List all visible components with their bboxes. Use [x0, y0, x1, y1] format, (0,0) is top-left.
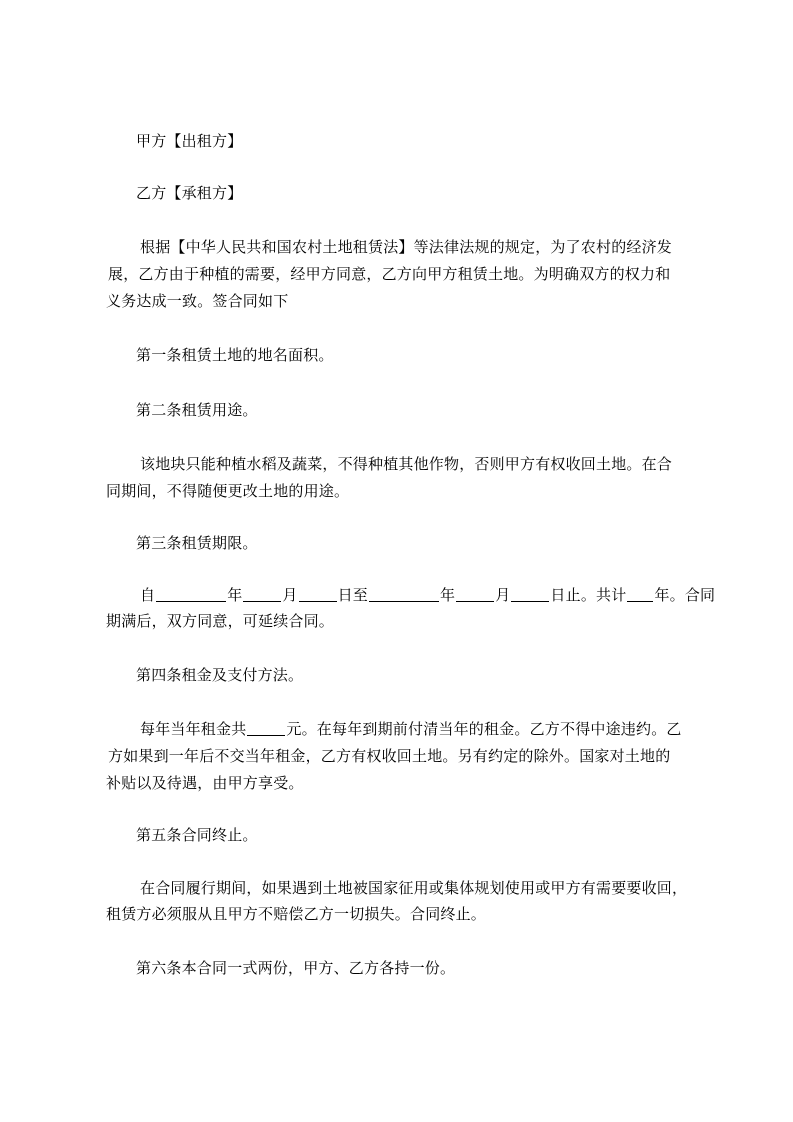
- article-3-text-month-2: 月: [495, 586, 511, 604]
- article-3-text-from: 自: [140, 586, 156, 604]
- rent-amount-blank: [247, 719, 285, 736]
- article-1-title: 第一条租赁土地的地名面积。: [136, 346, 334, 364]
- article-6-title: 第六条本合同一式两份，甲方、乙方各持一份。: [136, 959, 456, 977]
- article-3-text-month: 月: [282, 586, 298, 604]
- start-year-blank: [156, 585, 226, 602]
- article-3-text-years-contract: 年。合同: [654, 586, 716, 604]
- intro-line-1: 根据【中华人民共和国农村土地租赁法】等法律法规的规定，为了农村的经济发: [140, 238, 673, 256]
- article-2-line-1: 该地块只能种植水稻及蔬菜，不得种植其他作物，否则甲方有权收回土地。在合: [140, 455, 673, 473]
- party-a: 甲方【出租方】: [136, 132, 243, 150]
- article-3-text-to: 日至: [337, 586, 369, 604]
- article-3-text-year-2: 年: [440, 586, 456, 604]
- article-4-line-3: 补贴以及待遇，由甲方享受。: [106, 774, 304, 792]
- article-3-title: 第三条租赁期限。: [136, 534, 258, 552]
- start-month-blank: [243, 585, 281, 602]
- end-month-blank: [456, 585, 494, 602]
- article-3-text-total: 日止。共计: [550, 586, 627, 604]
- article-4-title: 第四条租金及支付方法。: [136, 666, 304, 684]
- article-5-title: 第五条合同终止。: [136, 826, 258, 844]
- article-4-text-rent: 每年当年租金共: [140, 720, 247, 738]
- intro-line-3: 义务达成一致。签合同如下: [106, 292, 289, 310]
- end-year-blank: [369, 585, 439, 602]
- total-years-blank: [627, 585, 653, 602]
- article-5-line-2: 租赁方必须服从且甲方不赔偿乙方一切损失。合同终止。: [106, 905, 487, 923]
- intro-line-2: 展，乙方由于种植的需要，经甲方同意，乙方向甲方租赁土地。为明确双方的权力和: [108, 265, 671, 283]
- article-3-line-2: 期满后，双方同意，可延续合同。: [106, 612, 335, 630]
- article-5-line-1: 在合同履行期间，如果遇到土地被国家征用或集体规划使用或甲方有需要要收回，: [140, 879, 688, 897]
- article-4-text-rest: 元。在每年到期前付清当年的租金。乙方不得中途违约。乙: [286, 720, 682, 738]
- end-day-blank: [511, 585, 549, 602]
- article-4-line-2: 方如果到一年后不交当年租金，乙方有权收回土地。另有约定的除外。国家对土地的: [108, 747, 671, 765]
- start-day-blank: [299, 585, 337, 602]
- article-2-title: 第二条租赁用途。: [136, 401, 258, 419]
- article-2-line-2: 同期间，不得随便更改土地的用途。: [106, 482, 350, 500]
- article-3-text-year: 年: [227, 586, 243, 604]
- party-b: 乙方【承租方】: [136, 184, 243, 202]
